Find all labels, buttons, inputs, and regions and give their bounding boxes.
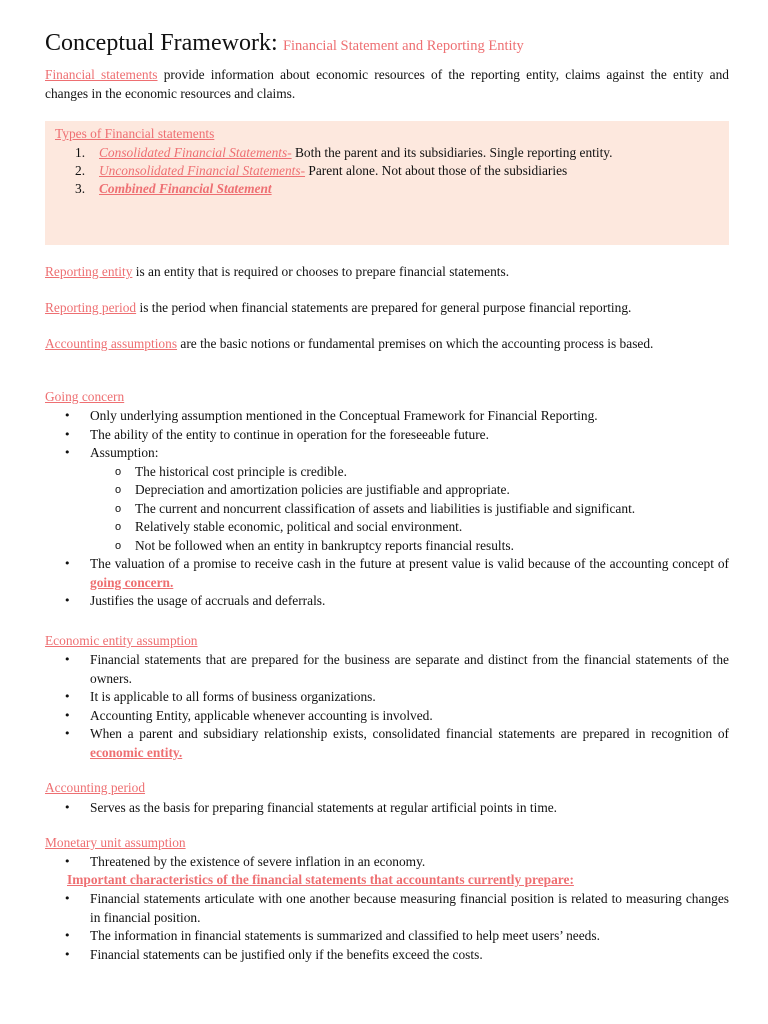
- list-item: • Threatened by the existence of severe inflation in an economy.: [45, 853, 729, 872]
- types-item-term: Unconsolidated Financial Statements-: [99, 163, 306, 178]
- sub-list-item: o Not be followed when an entity in bankruptcy reports financial results.: [45, 537, 729, 556]
- types-item: [75, 162, 567, 181]
- types-heading: Types of Financial statements: [55, 126, 215, 141]
- list-item: • Financial statements that are prepared for the business are separate and distinct from the financial statements of the owners.: [45, 651, 729, 688]
- definition-reporting-entity: [45, 263, 729, 282]
- list-item: • The information in financial statements is summarized and classified to help meet users’ needs.: [45, 927, 729, 946]
- intro-paragraph: [45, 66, 729, 103]
- definition-accounting-assumptions: [45, 335, 729, 354]
- definition-term: Reporting period: [45, 300, 137, 315]
- page-title: [45, 30, 735, 56]
- types-item-term: Consolidated Financial Statements-: [99, 145, 292, 160]
- list-item-text: The valuation of a promise to receive cash in the future at present value is valid because of the accounting concept of: [90, 556, 729, 571]
- types-item-text: Parent alone. Not about those of the subsidiaries: [305, 163, 568, 178]
- assumption-sub-list: [45, 463, 729, 556]
- list-item-term: going concern.: [90, 574, 174, 590]
- list-item: • Accounting Entity, applicable whenever accounting is involved.: [45, 707, 729, 726]
- accounting-period-heading: Accounting period: [45, 780, 146, 795]
- definition-term: Accounting assumptions: [45, 336, 178, 351]
- accounting-period-list: [45, 799, 729, 818]
- list-item: • The ability of the entity to continue in operation for the foreseeable future.: [45, 426, 729, 445]
- list-item: • Justifies the usage of accruals and deferrals.: [45, 592, 729, 611]
- list-item: • Financial statements articulate with one another because measuring financial position is related to measuring changes in financial position.: [45, 890, 729, 927]
- economic-entity-list: [45, 651, 729, 762]
- going-concern-heading: Going concern: [45, 389, 125, 404]
- types-item: [75, 144, 612, 163]
- definition-reporting-period: [45, 299, 729, 318]
- sub-list-item: o The historical cost principle is credible.: [45, 463, 729, 482]
- intro-text: provide information about economic resources of the reporting entity, claims against the entity and changes in the economic resources and claims.: [45, 67, 730, 101]
- sub-list-item: o Depreciation and amortization policies are justifiable and appropriate.: [45, 481, 729, 500]
- types-item: [75, 180, 272, 199]
- characteristics-heading: Important characteristics of the financial statements that accountants currently prepare:: [67, 872, 574, 887]
- sub-list-item: o The current and noncurrent classification of assets and liabilities is justifiable and significant.: [45, 500, 729, 519]
- list-item: • Serves as the basis for preparing financial statements at regular artificial points in time.: [45, 799, 729, 818]
- list-item: • It is applicable to all forms of business organizations.: [45, 688, 729, 707]
- types-item-num: 1.: [75, 145, 86, 160]
- monetary-unit-heading: Monetary unit assumption: [45, 835, 186, 850]
- types-box: [45, 121, 729, 245]
- list-item-term: economic entity.: [90, 744, 183, 760]
- definition-text: are the basic notions or fundamental premises on which the accounting process is based.: [177, 336, 654, 351]
- monetary-unit-list: [45, 853, 729, 872]
- title-subtitle: Financial Statement and Reporting Entity: [282, 38, 524, 54]
- economic-entity-heading: Economic entity assumption: [45, 633, 198, 648]
- list-item: • Only underlying assumption mentioned in the Conceptual Framework for Financial Reporting.: [45, 407, 729, 426]
- characteristics-list: [45, 890, 729, 964]
- types-item-num: 3.: [75, 181, 86, 196]
- list-item-text: When a parent and subsidiary relationship exists, consolidated financial statements are prepared in recognition of: [90, 726, 729, 741]
- intro-term: Financial statements: [45, 67, 158, 82]
- going-concern-list: [45, 407, 729, 611]
- definition-term: Reporting entity: [45, 264, 133, 279]
- definition-text: is an entity that is required or chooses to prepare financial statements.: [132, 264, 510, 279]
- list-item: • Assumption:: [45, 444, 729, 463]
- sub-list-item: o Relatively stable economic, political and social environment.: [45, 518, 729, 537]
- definition-text: is the period when financial statements are prepared for general purpose financial reporting.: [136, 300, 632, 315]
- title-main: Conceptual Framework:: [45, 30, 278, 56]
- types-item-term: Combined Financial Statement: [99, 181, 272, 196]
- list-item: [45, 555, 729, 592]
- list-item: [45, 725, 729, 762]
- sub-list-holder: [45, 463, 729, 556]
- types-item-num: 2.: [75, 163, 86, 178]
- list-item: • Financial statements can be justified only if the benefits exceed the costs.: [45, 946, 729, 965]
- types-item-text: Both the parent and its subsidiaries. Single reporting entity.: [291, 145, 613, 160]
